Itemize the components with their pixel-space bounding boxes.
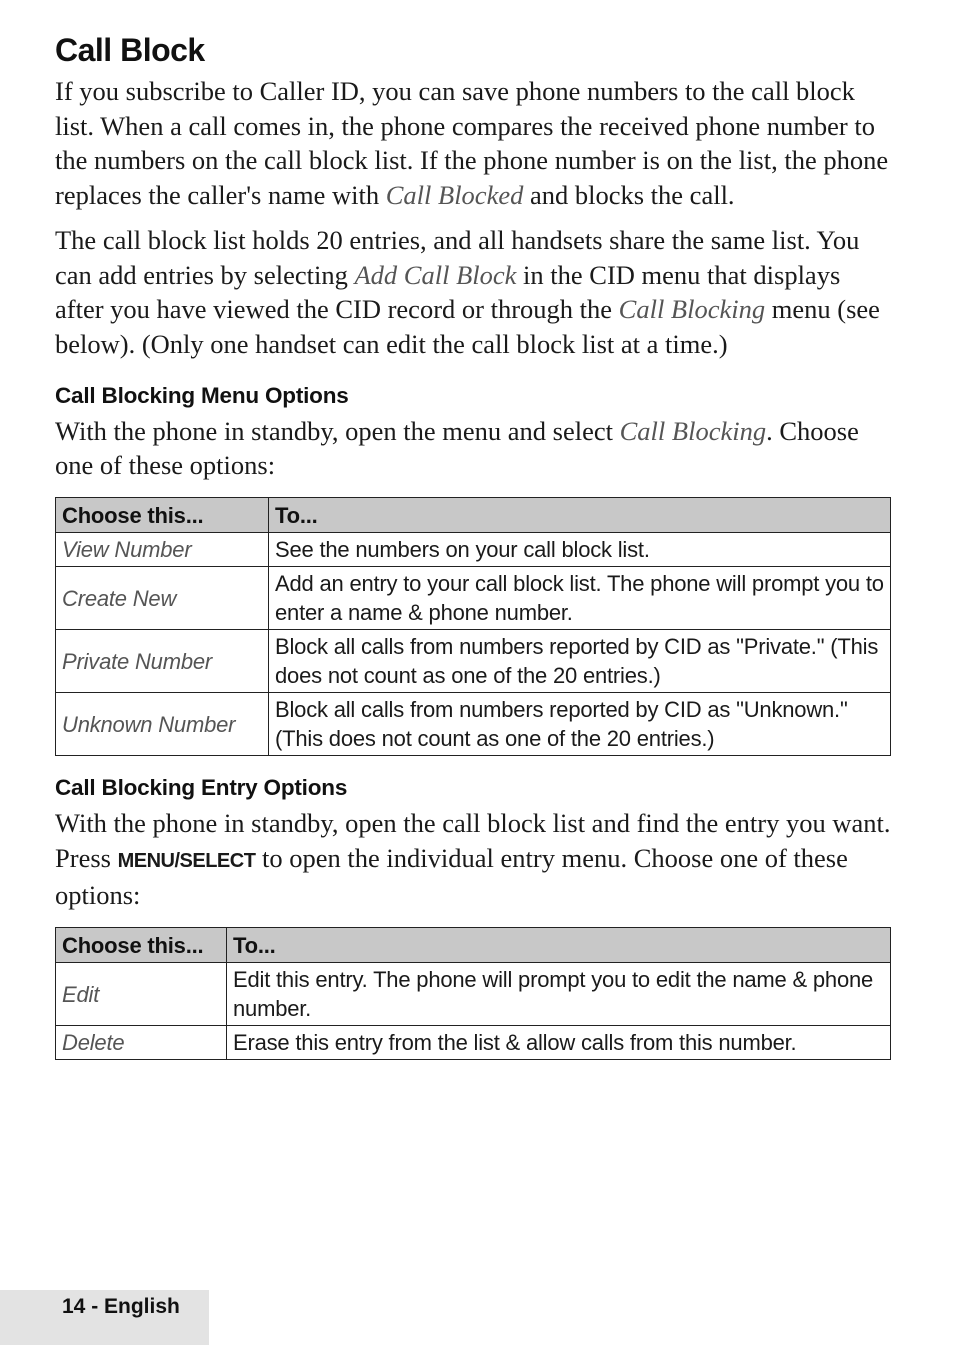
option-cell: Private Number	[56, 630, 269, 693]
capacity-paragraph	[55, 223, 891, 362]
action-cell: Block all calls from numbers reported by CID as "Unknown." (This does not count as one of the 20 entries.)	[269, 693, 891, 756]
manual-page	[55, 30, 891, 1060]
intro-text-end: and blocks the call.	[523, 180, 735, 211]
page-title: Call Block	[55, 32, 205, 68]
page-footer	[0, 1290, 209, 1345]
call-blocked-term: Call Blocked	[385, 180, 524, 211]
column-header-action: To...	[269, 498, 891, 533]
intro-text: If you subscribe to Caller ID, you can save phone numbers to the call block list. When a call comes in, the phone compares the received phone number to the numbers on the call block list. If the phone number is on the list, the phone replaces the caller's name with	[55, 76, 889, 211]
capacity-text-3: menu (see below). (Only one handset can edit the call block list at a time.)	[55, 294, 880, 359]
table-header-row	[56, 498, 891, 533]
column-header-action: To...	[227, 928, 891, 963]
capacity-text-1: The call block list holds 20 entries, and all handsets share the same list. You can add entries by selecting	[55, 224, 860, 290]
table-row	[56, 533, 891, 567]
action-cell: Add an entry to your call block list. The phone will prompt you to enter a name & phone number.	[269, 567, 891, 630]
capacity-text-2: in the CID menu that displays after you have viewed the CID record or through the	[55, 259, 841, 325]
table-row	[56, 963, 891, 1026]
column-header-option: Choose this...	[56, 498, 269, 533]
column-header-option: Choose this...	[56, 928, 227, 963]
entry-options-intro-end: to open the individual entry menu. Choose one of these options:	[55, 842, 848, 911]
entry-options-intro	[55, 806, 891, 913]
table-row	[56, 630, 891, 693]
action-cell: See the numbers on your call block list.	[269, 533, 891, 567]
menu-options-intro-text: With the phone in standby, open the menu and select	[55, 415, 620, 446]
call-blocking-menu-term: Call Blocking	[619, 415, 767, 446]
call-blocking-term: Call Blocking	[618, 294, 766, 325]
option-cell: Create New	[56, 567, 269, 630]
page-number-label: 14 - English	[62, 1295, 180, 1318]
add-call-block-term: Add Call Block	[354, 259, 517, 290]
action-cell: Erase this entry from the list & allow calls from this number.	[227, 1026, 891, 1060]
menu-options-table	[55, 497, 891, 756]
table-row	[56, 693, 891, 756]
action-cell: Edit this entry. The phone will prompt you to edit the name & phone number.	[227, 963, 891, 1026]
menu-options-intro	[55, 414, 891, 483]
option-cell: View Number	[56, 533, 269, 567]
intro-paragraph	[55, 74, 891, 213]
table-row	[56, 567, 891, 630]
option-cell: Edit	[56, 963, 227, 1026]
entry-options-table	[55, 927, 891, 1060]
table-header-row	[56, 928, 891, 963]
action-cell: Block all calls from numbers reported by CID as "Private." (This does not count as one of the 20 entries.)	[269, 630, 891, 693]
option-cell: Delete	[56, 1026, 227, 1060]
entry-options-intro-text: With the phone in standby, open the call block list and find the entry you want. Press	[55, 808, 891, 873]
menu-select-key: MENU/SELECT	[117, 849, 256, 872]
option-cell: Unknown Number	[56, 693, 269, 756]
table-row	[56, 1026, 891, 1060]
menu-options-heading: Call Blocking Menu Options	[55, 382, 349, 408]
menu-options-intro-end: . Choose one of these options:	[55, 415, 859, 481]
entry-options-heading: Call Blocking Entry Options	[55, 775, 348, 801]
